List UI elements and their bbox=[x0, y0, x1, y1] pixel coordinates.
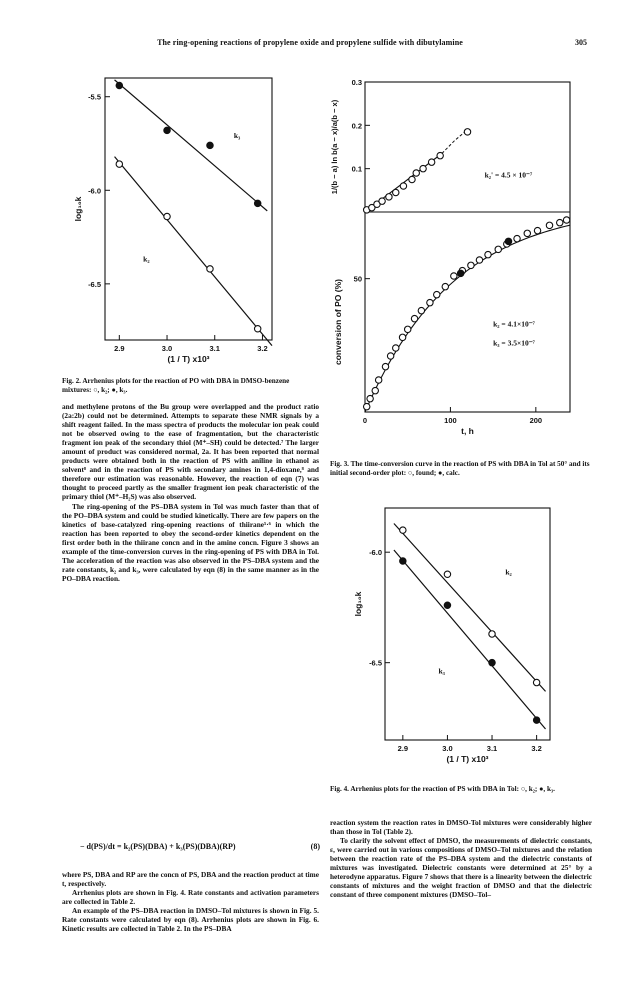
fit-line bbox=[115, 157, 272, 346]
data-point-open bbox=[514, 235, 520, 241]
y-tick-label: -6.5 bbox=[369, 658, 382, 668]
data-point-open bbox=[427, 299, 433, 305]
data-point-open bbox=[428, 159, 434, 165]
paragraph: reaction system the reaction rates in DMSO-Tol mixtures were considerably higher than those in Tol (Table 2). bbox=[330, 818, 592, 837]
data-point-filled bbox=[164, 127, 170, 133]
left-column-bottom bbox=[62, 870, 319, 933]
data-point-open bbox=[434, 291, 440, 297]
y-tick-label: -6.0 bbox=[88, 186, 101, 196]
data-point-open bbox=[485, 251, 491, 257]
x-tick-label: 0 bbox=[362, 416, 368, 425]
data-point-open bbox=[207, 266, 213, 272]
y-tick-label: 0.3 bbox=[351, 78, 362, 87]
x-tick-label: 3.1 bbox=[209, 344, 220, 353]
y-tick-label: 0.1 bbox=[351, 164, 362, 174]
rate-constant-label: k₂ = 4.1×10⁻⁷ bbox=[493, 319, 535, 329]
data-point-open bbox=[533, 679, 539, 685]
y-axis-label: 1/(b − a) ln b(a − x)/a(b − x) bbox=[330, 99, 339, 195]
data-point-open bbox=[442, 283, 448, 289]
data-point-open bbox=[386, 194, 392, 200]
series-label-k2: k₂ bbox=[505, 567, 512, 577]
y-tick-label: 0.2 bbox=[351, 121, 362, 131]
rate-constant-label: k₃ = 3.5×10⁻⁷ bbox=[493, 338, 535, 348]
series-label-k3: k₃ bbox=[438, 666, 445, 676]
data-point-open bbox=[409, 176, 415, 182]
paragraph: An example of the PS–DBA reaction in DMSO–Tol mixtures is shown in Fig. 5. Rate constants were calculated by eqn (8). Arrhenius plots are shown in Fig. 6. Kinetic results are collected in Table 2. In the PS–DBA bbox=[62, 906, 319, 934]
paragraph: and methylene protons of the Bu group were overlapped and the product ratio (2a:2b) could not be determined. Attempts to separate these NMR signals by a shift reagent failed. In the mass spectra of products the molecular ion peak could not be observed owing to the ease of fragmentation, but the characteristic fragment ion peak of the secondary thiol (M⁺–SH) could be detected.⁷ The larger amount of product was considered normal, 2a. It has been reported that normal products were obtained both in the reaction of PS with aniline in ethanol as solvent⁸ and in the reaction of PS with secondary amines in 1,4-dioxane,⁸ and therefore our estimation was reasonable. However, the reaction of eqn (7) was thought to proceed partly as the smaller fragment ion peak characteristic of the primary thiol (M⁺–H₂S) was also observed. bbox=[62, 402, 319, 502]
data-point-open bbox=[420, 165, 426, 171]
data-point-open bbox=[400, 527, 406, 533]
data-point-open bbox=[546, 222, 552, 228]
data-point-open bbox=[364, 403, 370, 409]
x-tick-label: 3.0 bbox=[442, 744, 453, 753]
y-axis-label: log₁₀k bbox=[353, 591, 363, 617]
data-point-filled bbox=[400, 558, 406, 564]
data-point-open bbox=[379, 198, 385, 204]
data-point-open bbox=[468, 262, 474, 268]
y-tick-label: -6.0 bbox=[369, 548, 382, 558]
data-point-open bbox=[375, 377, 381, 383]
paragraph: To clarify the solvent effect of DMSO, the measurements of dielectric constants, ε, were carried out in various compositions of DMSO–Tol mixtures and the relation between the reaction rate of the PS–DBA system and the dielectric constants of mixtures was investigated. Dielectric constants were determined at 25° by a heterodyne apparatus. Figure 7 shows that there is a linearity between the dielectric constants of mixtures and the weight fraction of DMSO and that the dielectric constant of three component mixtures (DMSO–Tol– bbox=[330, 836, 592, 900]
x-tick-label: 100 bbox=[444, 416, 457, 425]
data-point-open bbox=[393, 189, 399, 195]
figure-2-caption: Fig. 2. Arrhenius plots for the reaction of PO with DBA in DMSO-benzene mixtures: ○, k₂; ●, k₃. bbox=[62, 377, 290, 394]
fit-line bbox=[394, 550, 546, 729]
y-tick-label: -6.5 bbox=[88, 279, 101, 289]
data-point-filled bbox=[116, 82, 122, 88]
data-point-filled bbox=[457, 270, 463, 276]
data-point-open bbox=[405, 326, 411, 332]
data-point-open bbox=[534, 227, 540, 233]
data-point-filled bbox=[207, 142, 213, 148]
data-point-open bbox=[563, 217, 569, 223]
paragraph: Arrhenius plots are shown in Fig. 4. Rate constants and activation parameters are collected in Table 2. bbox=[62, 888, 319, 907]
x-axis-label: (1 / T) x10³ bbox=[167, 354, 210, 364]
figure-3-caption: Fig. 3. The time-conversion curve in the reaction of PS with DBA in Tol at 50° and its initial second-order plot: ○, found; ●, calc. bbox=[330, 460, 590, 477]
data-point-filled bbox=[444, 602, 450, 608]
equation-text: − d(PS)/dt = k₂(PS)(DBA) + k₃(PS)(DBA)(RP) bbox=[80, 842, 236, 851]
data-point-open bbox=[367, 395, 373, 401]
series-label-k2: k₂ bbox=[143, 254, 150, 264]
x-tick-label: 3.2 bbox=[531, 744, 542, 753]
y-axis-label: log₁₀k bbox=[73, 196, 83, 222]
data-point-open bbox=[254, 326, 260, 332]
data-point-open bbox=[437, 152, 443, 158]
x-tick-label: 200 bbox=[529, 416, 543, 425]
data-point-filled bbox=[254, 200, 260, 206]
paragraph: The ring-opening of the PS–DBA system in Tol was much faster than that of the PO–DBA system and could be studied kinetically. There are few papers on the kinetics of base-catalyzed ring-opening reactions of thiirane⁵·⁶ in which the reaction has been reported to obey the second-order kinetics dependent on the first order both in the thiirane concn and in the amine concn. Figure 3 shows an example of the time-conversion curves in the ring-opening of PS with DBA in Tol. The acceleration of the reaction was also observed in the PS–DBA system and the rate constants, k₂ and k₃, were calculated by eqn (8) in the same manner as in the PO–DBA reaction. bbox=[62, 501, 319, 583]
x-tick-label: 3.0 bbox=[161, 344, 173, 353]
data-point-open bbox=[418, 307, 424, 313]
x-tick-label: 3.1 bbox=[486, 744, 498, 753]
data-point-open bbox=[557, 219, 563, 225]
y-tick-label: -5.5 bbox=[88, 92, 101, 102]
x-tick-label: 2.9 bbox=[397, 744, 409, 753]
data-point-open bbox=[524, 230, 530, 236]
data-point-open bbox=[382, 363, 388, 369]
rate-constant-label: k₂' = 4.5 × 10⁻⁷ bbox=[484, 170, 533, 180]
figure-3-chart bbox=[325, 72, 590, 452]
data-point-open bbox=[489, 631, 495, 637]
data-point-open bbox=[411, 315, 417, 321]
x-tick-label: 3.2 bbox=[257, 344, 268, 353]
data-point-open bbox=[116, 161, 122, 167]
data-point-open bbox=[399, 334, 405, 340]
running-title: The ring-opening reactions of propylene oxide and propylene sulfide with dibutylamine bbox=[157, 38, 463, 47]
series-label-k3: k₃ bbox=[233, 130, 241, 140]
data-point-filled bbox=[505, 238, 511, 244]
extrapolation-line bbox=[442, 130, 468, 154]
data-point-open bbox=[400, 183, 406, 189]
x-axis-label: t, h bbox=[461, 426, 474, 436]
data-point-open bbox=[372, 387, 378, 393]
data-point-open bbox=[413, 170, 419, 176]
fit-line bbox=[394, 523, 546, 691]
equation-number: (8) bbox=[310, 842, 320, 851]
paragraph: where PS, DBA and RP are the concn of PS, DBA and the reaction product at time t, respectively. bbox=[62, 870, 319, 889]
page-number: 305 bbox=[575, 38, 587, 47]
y-axis-label: conversion of PO (%) bbox=[333, 279, 343, 365]
data-point-open bbox=[451, 273, 457, 279]
data-point-open bbox=[464, 129, 470, 135]
plot-frame bbox=[105, 78, 272, 340]
equation-8 bbox=[80, 842, 320, 851]
data-point-open bbox=[476, 257, 482, 263]
x-tick-label: 2.9 bbox=[114, 344, 125, 353]
figure-4-chart bbox=[345, 500, 565, 780]
y-tick-label: 50 bbox=[353, 274, 362, 284]
data-point-filled bbox=[489, 659, 495, 665]
data-point-open bbox=[495, 246, 501, 252]
figure-2-chart bbox=[60, 70, 300, 380]
data-point-filled bbox=[533, 717, 539, 723]
right-column bbox=[330, 818, 592, 899]
data-point-open bbox=[387, 353, 393, 359]
data-point-open bbox=[164, 213, 170, 219]
calculated-curve bbox=[365, 225, 570, 412]
left-column-top bbox=[62, 402, 319, 583]
fit-line bbox=[115, 80, 268, 211]
figure-4-caption: Fig. 4. Arrhenius plots for the reaction of PS with DBA in Tol: ○, k₂; ●, k₃. bbox=[330, 785, 555, 793]
data-point-open bbox=[393, 345, 399, 351]
data-point-open bbox=[444, 571, 450, 577]
x-axis-label: (1 / T) x10³ bbox=[446, 754, 489, 764]
